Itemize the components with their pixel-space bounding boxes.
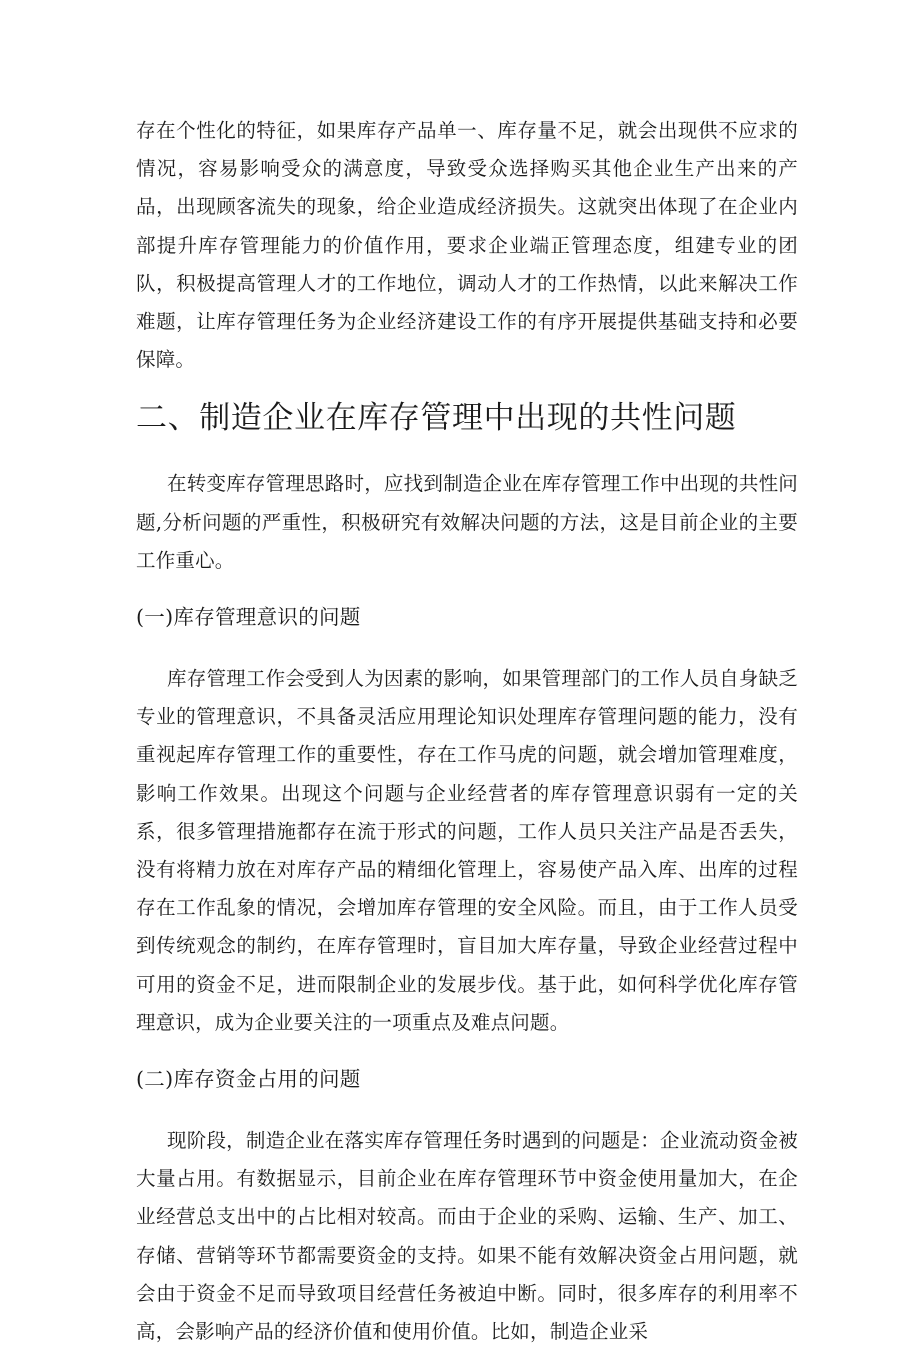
document-page bbox=[136, 112, 798, 1351]
subsection-heading-1: (一)库存管理意识的问题 bbox=[136, 605, 361, 630]
subsection-heading-2: (二)库存资金占用的问题 bbox=[136, 1067, 361, 1092]
section-heading-2: 二、制造企业在库存管理中出现的共性问题 bbox=[136, 400, 737, 437]
paragraph-capital-occupation: 现阶段，制造企业在落实库存管理任务时遇到的问题是：企业流动资金被大量占用。有数据显示，目前企业在库存管理环节中资金使用量加大，在企业经营总支出中的占比相对较高。而由于企业的采购、运输、生产、加工、存储、营销等环节都需要资金的支持。如果不能有效解决资金占用问题，就会由于资金不足而导致项目经营任务被迫中断。同时，很多库存的利用率不高，会影响产品的经济价值和使用价值。比如，制造企业采 bbox=[136, 1129, 798, 1344]
paragraph-continuation: 存在个性化的特征，如果库存产品单一、库存量不足，就会出现供不应求的情况，容易影响受众的满意度，导致受众选择购买其他企业生产出来的产品，出现顾客流失的现象，给企业造成经济损失。这就突出体现了在企业内部提升库存管理能力的价值作用，要求企业端正管理态度，组建专业的团队，积极提高管理人才的工作地位，调动人才的工作热情，以此来解决工作难题，让库存管理任务为企业经济建设工作的有序开展提供基础支持和必要保障。 bbox=[136, 119, 798, 372]
paragraph-section-intro: 在转变库存管理思路时，应找到制造企业在库存管理工作中出现的共性问题,分析问题的严重性，积极研究有效解决问题的方法，这是目前企业的主要工作重心。 bbox=[136, 472, 798, 572]
paragraph-inventory-awareness: 库存管理工作会受到人为因素的影响，如果管理部门的工作人员自身缺乏专业的管理意识，不具备灵活应用理论知识处理库存管理问题的能力，没有重视起库存管理工作的重要性，存在工作马虎的问题，就会增加管理难度，影响工作效果。出现这个问题与企业经营者的库存管理意识弱有一定的关系，很多管理措施都存在流于形式的问题，工作人员只关注产品是否丢失，没有将精力放在对库存产品的精细化管理上，容易使产品入库、出库的过程存在工作乱象的情况，会增加库存管理的安全风险。而且，由于工作人员受到传统观念的制约，在库存管理时，盲目加大库存量，导致企业经营过程中可用的资金不足，进而限制企业的发展步伐。基于此，如何科学优化库存管理意识，成为企业要关注的一项重点及难点问题。 bbox=[136, 667, 798, 1034]
